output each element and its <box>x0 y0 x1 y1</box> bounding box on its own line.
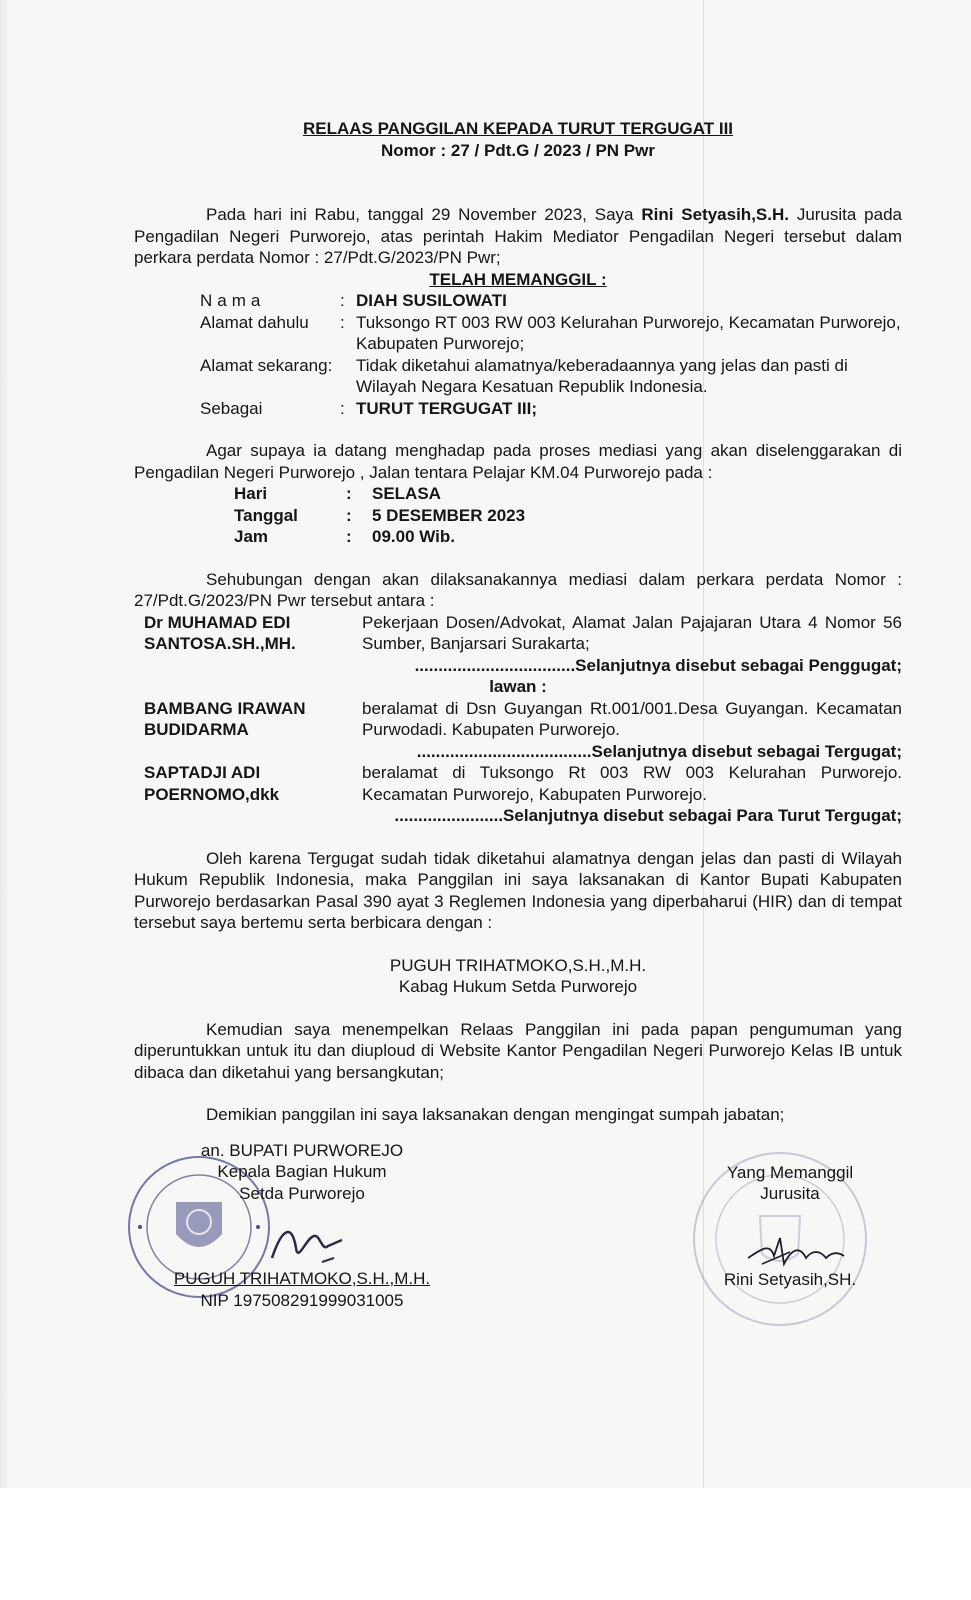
date-label: Tanggal <box>234 505 298 525</box>
versus-label: lawan : <box>489 677 547 696</box>
bailiff-sign-line1: Yang Memanggil <box>726 1162 854 1182</box>
role-label: Sebagai <box>200 398 263 418</box>
co-defendant-role: .......................Selanjutnya disebut sebagai Para Turut Tergugat; <box>394 806 902 825</box>
document-header <box>134 118 902 161</box>
signature-block <box>134 1140 902 1330</box>
day-label: Hari <box>234 484 268 503</box>
context-paragraph: Sehubungan dengan akan dilaksanakannya mediasi dalam perkara perdata Nomor : 27/Pdt.G/2023/PN Pwr tersebut antara : <box>134 569 902 610</box>
met-person <box>134 955 902 998</box>
party-defendant <box>134 698 902 741</box>
bailiff-signatory-name: Rini Setyasih,SH. <box>723 1269 857 1289</box>
met-person-title: Kabag Hukum Setda Purworejo <box>398 977 638 996</box>
document-number: Nomor : 27 / Pdt.G / 2023 / PN Pwr <box>381 140 655 160</box>
day-value: SELASA <box>372 484 441 503</box>
summoned-person: Nama : DIAH SUSILOWATI Alamat dahulu : Tuksongo RT 003 RW 003 Kelurahan Purworejo, Kecamatan Purworejo, Kabupaten Purworejo; Alamat sekarang: Tidak diketahui alamatnya/keberadaannya yang jelas dan pasti di Wilayah Negara Kesatuan Republik Indonesia. Sebagai : TURUT TERGUGAT III; <box>200 291 901 418</box>
closing-paragraph: Demikian panggilan ini saya laksanakan dengan mengingat sumpah jabatan; <box>206 1105 785 1124</box>
scan-shadow <box>0 0 10 1488</box>
posting-paragraph: Kemudian saya menempelkan Relaas Panggilan ini pada papan pengumuman yang diperuntukkan untuk itu dan diuploud di Website Kantor Pengadilan Negeri Purworejo Kelas IB untuk dibaca dan diketahui yang bersangkutan; <box>134 1019 902 1082</box>
regency-sign-line2: Kepala Bagian Hukum <box>217 1162 387 1181</box>
party-co-defendant <box>134 762 902 805</box>
time-value: 09.00 Wib. <box>372 527 455 546</box>
service-paragraph: Oleh karena Tergugat sudah tidak diketahui alamatnya dengan jelas dan pasti di Wilayah Hukum Republik Indonesia, maka Panggilan ini saya laksanakan di Kantor Bupati Kabupaten Purworejo berdasarkan Pasal 390 ayat 3 Reglemen Indonesia yang diperbaharui (HIR) dan di tempat tersebut saya bertemu serta berbicara dengan : <box>134 848 902 932</box>
opening-text: Pada hari ini Rabu, tanggal 29 November 2023, Saya <box>206 205 642 224</box>
plaintiff-name: Dr MUHAMAD EDI SANTOSA.SH.,MH. <box>144 612 296 653</box>
name-value: DIAH SUSILOWATI <box>356 291 507 310</box>
plaintiff-role: ..................................Selanjutnya disebut sebagai Penggugat; <box>414 655 902 675</box>
prev-address-value: Tuksongo RT 003 RW 003 Kelurahan Purworejo, Kecamatan Purworejo, Kabupaten Purworejo; <box>356 312 901 353</box>
purpose-paragraph: Agar supaya ia datang menghadap pada proses mediasi yang akan diselenggarakan di Pengadilan Negeri Purworejo , Jalan tentara Pelajar KM.04 Purworejo pada : <box>134 441 902 482</box>
curr-address-label: Alamat sekarang: <box>200 355 333 375</box>
defendant-address: beralamat di Dsn Guyangan Rt.001/001.Desa Guyangan. Kecamatan Purwodadi. Kabupaten Purworejo. <box>362 698 902 739</box>
role-value: TURUT TERGUGAT III; <box>356 398 537 418</box>
party-plaintiff <box>134 612 902 655</box>
summon-heading: TELAH MEMANGGIL : <box>429 269 607 289</box>
co-defendant-name: SAPTADJI ADI POERNOMO,dkk <box>144 763 280 804</box>
met-person-name: PUGUH TRIHATMOKO,S.H.,M.H. <box>389 955 647 975</box>
defendant-role: .....................................Selanjutnya disebut sebagai Tergugat; <box>416 741 902 761</box>
prev-address-label: Alamat dahulu <box>200 312 309 332</box>
name-label: Nama <box>200 291 266 310</box>
date-value: 5 DESEMBER 2023 <box>372 505 526 525</box>
opening-text-rest: Jurusita pada Pengadilan Negeri Purworejo, atas perintah Hakim Mediator Pengadilan Negeri tersebut dalam perkara perdata Nomor : 27/Pdt.G/2023/PN Pwr; <box>134 205 902 267</box>
document-body <box>134 118 902 1330</box>
time-label: Jam <box>234 527 269 546</box>
regency-signatory-nip: NIP 197508291999031005 <box>200 1290 404 1310</box>
curr-address-value: Tidak diketahui alamatnya/keberadaannya yang jelas dan pasti di Wilayah Negara Kesatuan Republik Indonesia. <box>356 355 848 396</box>
schedule: Hari : SELASA Tanggal : 5 DESEMBER 2023 Jam : 09.00 Wib. <box>134 483 902 548</box>
bailiff-signature <box>740 1228 850 1278</box>
regency-sign-line1: an. BUPATI PURWOREJO <box>200 1140 404 1160</box>
opening-paragraph <box>134 204 902 269</box>
document-title: RELAAS PANGGILAN KEPADA TURUT TERGUGAT III <box>302 119 734 138</box>
bailiff-name: Rini Setyasih,S.H. <box>641 205 789 224</box>
bailiff-sign-line2: Jurusita <box>760 1184 820 1203</box>
plaintiff-address: Pekerjaan Dosen/Advokat, Alamat Jalan Pajajaran Utara 4 Nomor 56 Sumber, Banjarsari Surakarta; <box>362 612 902 653</box>
regency-signatory-name: PUGUH TRIHATMOKO,S.H.,M.H. <box>173 1269 431 1288</box>
regency-sign-line3: Setda Purworejo <box>239 1183 365 1203</box>
defendant-name: BAMBANG IRAWAN BUDIDARMA <box>144 698 306 739</box>
co-defendant-address: beralamat di Tuksongo Rt 003 RW 003 Kelurahan Purworejo. Kecamatan Purworejo, Kabupaten Purworejo. <box>362 763 902 804</box>
regency-signature <box>262 1218 352 1278</box>
